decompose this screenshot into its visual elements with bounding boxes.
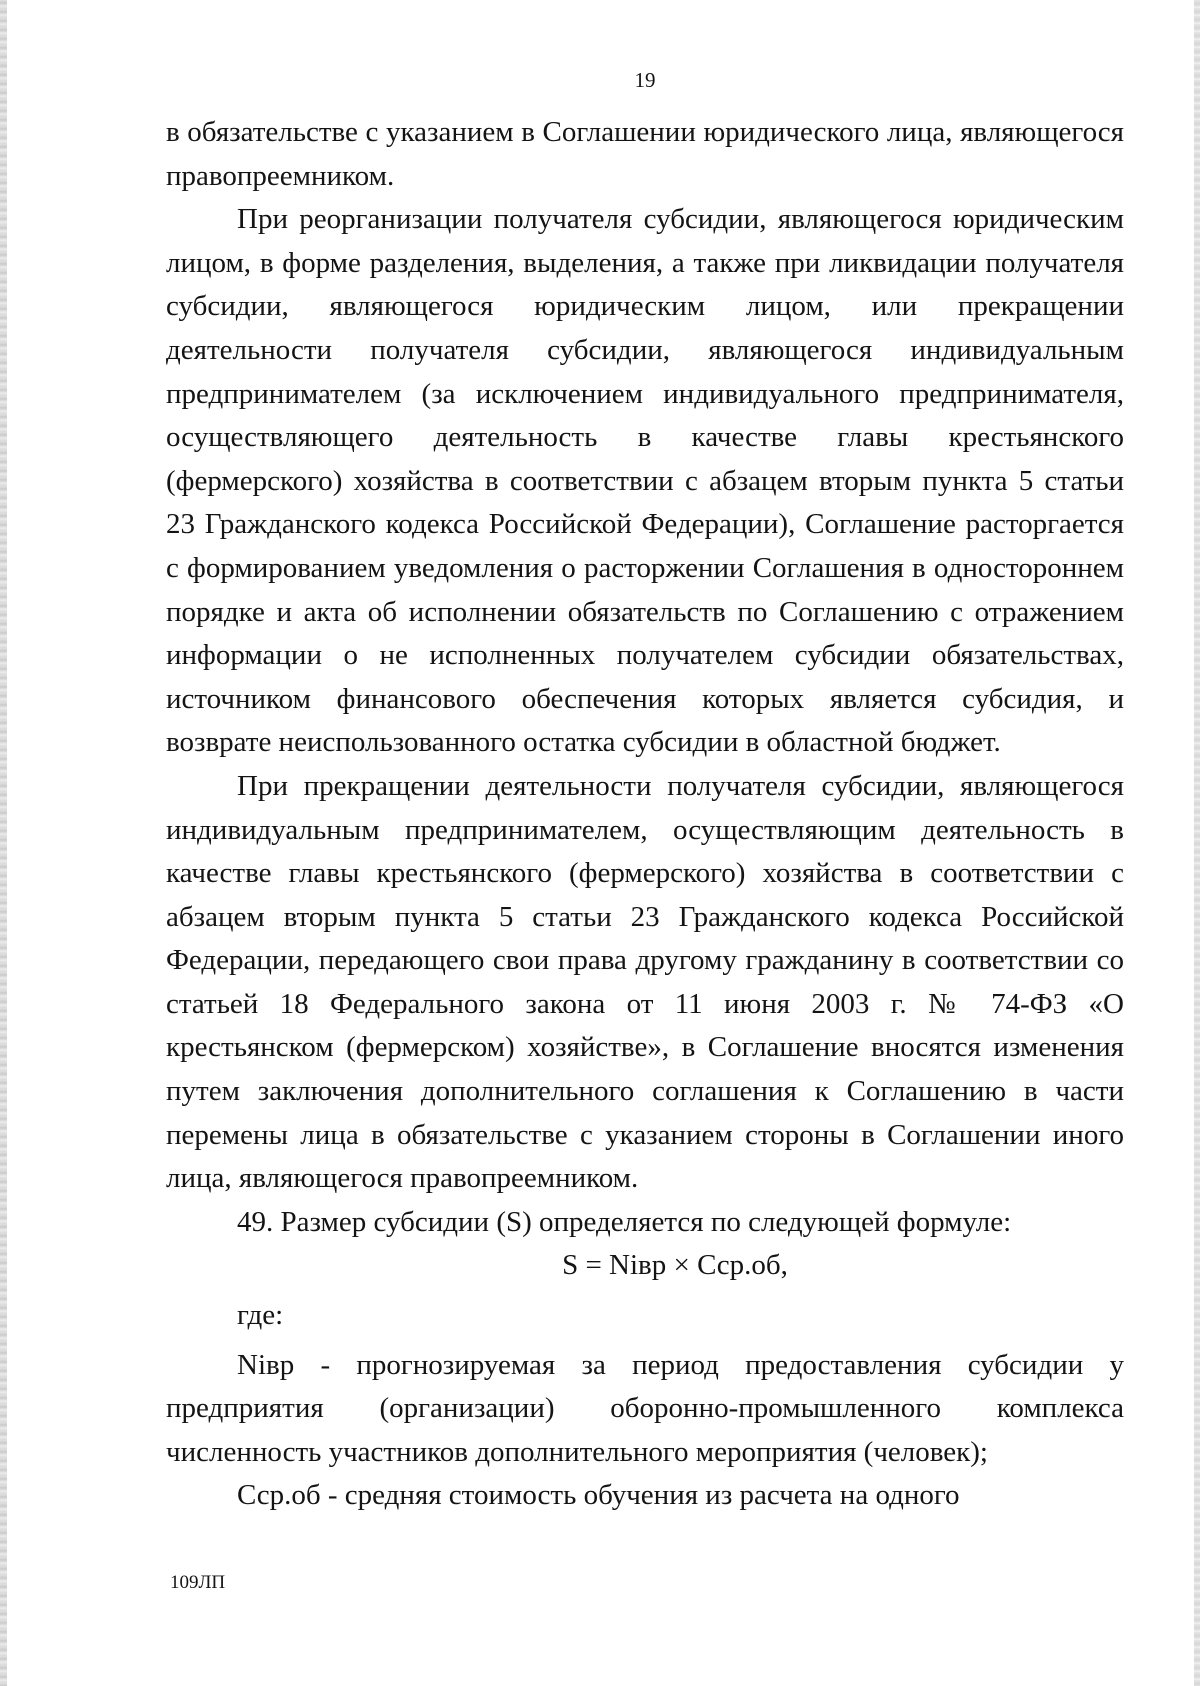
where-label: где: <box>237 1299 284 1332</box>
definition-nivr: Nівр - прогнозируемая за период предоставления субсидии у предприятия (организации) оборонно-промышленного комплекса численность участников дополнительного мероприятия (человек); <box>166 1348 1124 1468</box>
subsidy-formula: S = Nівр × Сср.об, <box>562 1249 788 1282</box>
document-body <box>166 111 1124 1518</box>
paragraph-continuation: в обязательстве с указанием в Соглашении юридического лица, являющегося правопреемником. <box>166 116 1124 192</box>
paragraph-termination: При прекращении деятельности получателя субсидии, являющегося индивидуальным предпринимателем, осуществляющим деятельность в качестве главы крестьянского (фермерского) хозяйства в соответствии с абзацем вторым пункта 5 статьи 23 Гражданского кодекса Российской Федерации, передающего свои права другому гражданину в соответствии со статьей 18 Федерального закона от 11 июня 2003 г. № 74-ФЗ «О крестьянском (фермерском) хозяйстве», в Соглашение вносятся изменения путем заключения дополнительного соглашения к Соглашению в части перемены лица в обязательстве с указанием стороны в Соглашении иного лица, являющегося правопреемником. <box>166 769 1124 1195</box>
scan-edge-right <box>1194 0 1200 1686</box>
definition-ssr-ob: Сср.об - средняя стоимость обучения из расчета на одного <box>237 1479 960 1512</box>
paragraph-item-49: 49. Размер субсидии (S) определяется по следующей формуле: <box>237 1205 1012 1238</box>
scan-edge-left <box>0 0 7 1686</box>
paragraph-reorganization: При реорганизации получателя субсидии, являющегося юридическим лицом, в форме разделения, выделения, а также при ликвидации получателя субсидии, являющегося юридическим лицом, или прекращении деятельности получателя субсидии, являющегося индивидуальным предпринимателем (за исключением индивидуального предпринимателя, осуществляющего деятельность в качестве главы крестьянского (фермерского) хозяйства в соответствии с абзацем вторым пункта 5 статьи 23 Гражданского кодекса Российской Федерации), Соглашение расторгается с формированием уведомления о расторжении Соглашения в одностороннем порядке и акта об исполнении обязательств по Соглашению с отражением информации о не исполненных получателем субсидии обязательствах, источником финансового обеспечения которых является субсидия, и возврате неиспользованного остатка субсидии в областной бюджет. <box>166 203 1124 759</box>
document-footer-code: 109ЛП <box>170 1572 226 1593</box>
page-number: 19 <box>634 68 656 92</box>
